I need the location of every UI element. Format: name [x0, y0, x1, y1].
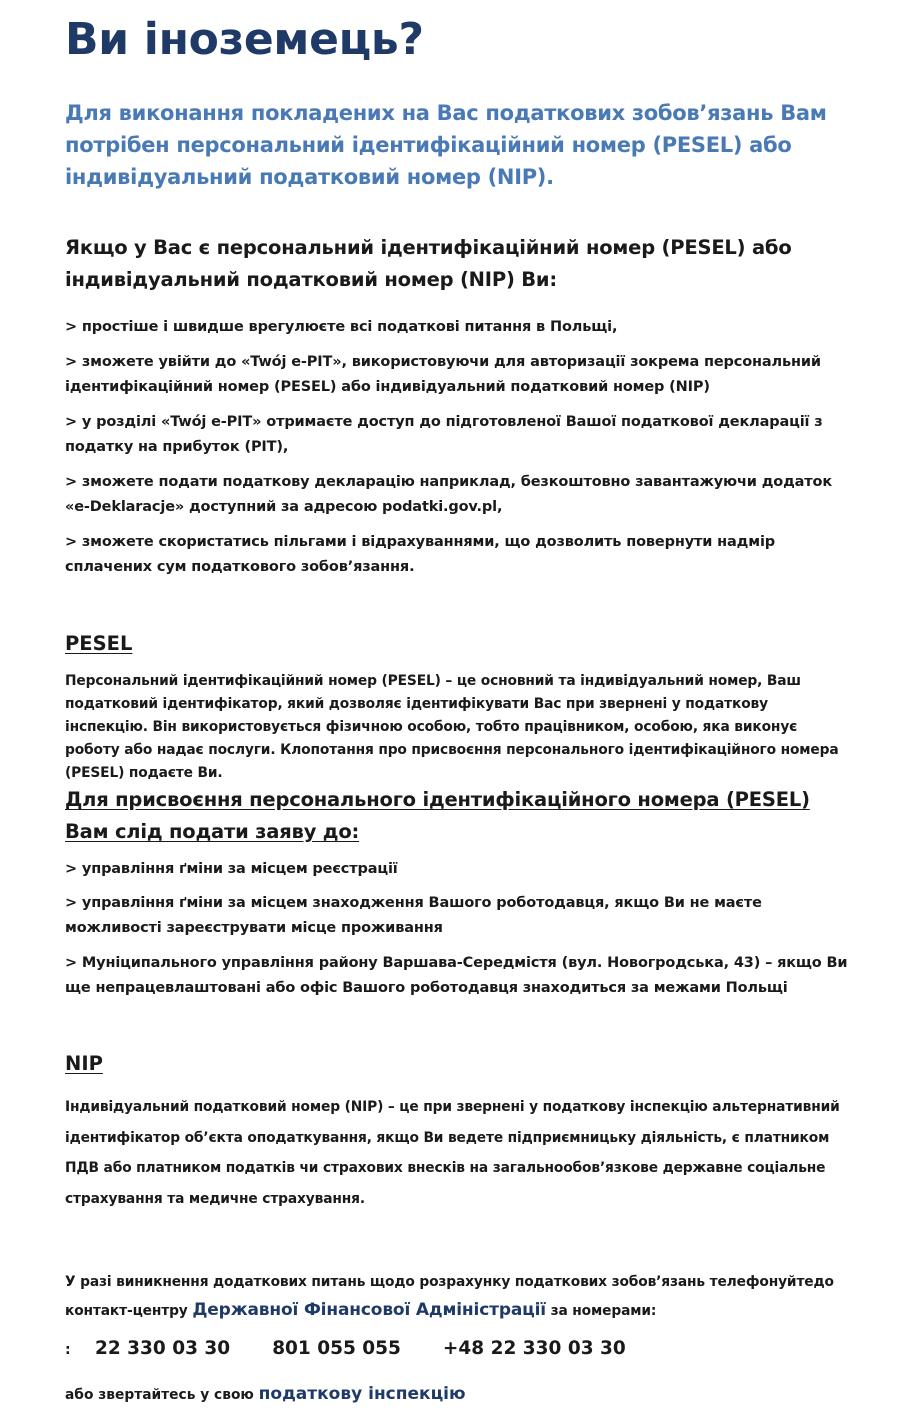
- page-title: Ви іноземець?: [65, 14, 424, 65]
- pesel-heading: PESEL: [65, 632, 133, 655]
- nip-heading: NIP: [65, 1052, 103, 1075]
- benefit-item: > зможете скористатись пільгами і відрахуваннями, що дозволить повернути надмір сплачених сум податкового зобов’язання.: [65, 534, 775, 575]
- apply-item: > Муніципального управління району Варшава-Середмістя (вул. Новогродська, 43) – якщо Ви ще непрацевлаштовані або офіс Вашого роботодавця знаходиться за межами Польщі: [65, 955, 848, 996]
- phones-colon: :: [65, 1342, 71, 1358]
- benefit-item: > у розділі «Twój e-PIT» отримаєте доступ до підготовленої Вашої податкової декларації з податку на прибуток (PIT),: [65, 414, 823, 455]
- benefit-item: > зможете подати податкову декларацію наприклад, безкоштовно завантажуючи додаток «e-Deklaracje» доступний за адресою podatki.gov.pl,: [65, 474, 833, 515]
- footer-line: [65, 1384, 855, 1404]
- contact-text-before: У разі виникнення додаткових питань щодо розрахунку податкових зобов’язань телефонуйтедо контакт-центру: [65, 1274, 834, 1319]
- contact-text-after: за номерами:: [545, 1303, 657, 1319]
- apply-item: > управління ґміни за місцем знаходження Вашого роботодавця, якщо Ви не маєте можливості зареєструвати місце проживання: [65, 895, 762, 936]
- benefit-item: > зможете увійти до «Twój e-PIT», використовуючи для авторизації зокрема персональний ідентифікаційний номер (PESEL) або індивідуальний податковий номер (NIP): [65, 354, 821, 395]
- pesel-description: Персональний ідентифікаційний номер (PESEL) – це основний та індивідуальний номер, Ваш податковий ідентифікатор, який дозволяє ідентифікувати Вас при звернені у податкову інспекцію. Він використовується фізичною особою, тобто працівником, особою, яка виконує роботу або надає послуги. Клопотання про присвоєння персонального ідентифікаційного номера (PESEL) подаєте Ви.: [65, 673, 839, 781]
- phone-number-1[interactable]: 22 330 03 30: [95, 1338, 231, 1359]
- pesel-apply-heading: Для присвоєння персонального ідентифікаційного номера (PESEL) Вам слід подати заяву до:: [65, 788, 810, 843]
- benefits-heading: Якщо у Вас є персональний ідентифікаційний номер (PESEL) або індивідуальний податковий номер (NIP) Ви:: [65, 236, 792, 291]
- phone-number-3[interactable]: +48 22 330 03 30: [442, 1338, 626, 1359]
- finance-administration-link[interactable]: Державної Фінансової Адміністрації: [192, 1300, 546, 1320]
- phone-number-2[interactable]: 801 055 055: [272, 1338, 401, 1359]
- nip-description: Індивідуальний податковий номер (NIP) – це при звернені у податкову інспекцію альтернативний ідентифікатор об’єкта оподаткування, якщо Ви ведете підприємницьку діяльність, є платником ПДВ або платником податків чи страхових внесків на загальнообов’язкове державне соціальне страхування та медичне страхування.: [65, 1099, 840, 1207]
- footer-text: або звертайтесь у свою: [65, 1387, 259, 1403]
- contact-paragraph: [65, 1268, 855, 1325]
- apply-item: > управління ґміни за місцем реєстрації: [65, 861, 398, 877]
- tax-office-link[interactable]: податкову інспекцію: [258, 1384, 466, 1404]
- lead-paragraph: Для виконання покладених на Вас податкових зобов’язань Вам потрібен персональний ідентифікаційний номер (PESEL) або індивідуальний податковий номер (NIP).: [65, 101, 827, 189]
- phone-numbers: [65, 1338, 855, 1359]
- benefit-item: > простіше і швидше врегулюєте всі податкові питання в Польщі,: [65, 319, 618, 335]
